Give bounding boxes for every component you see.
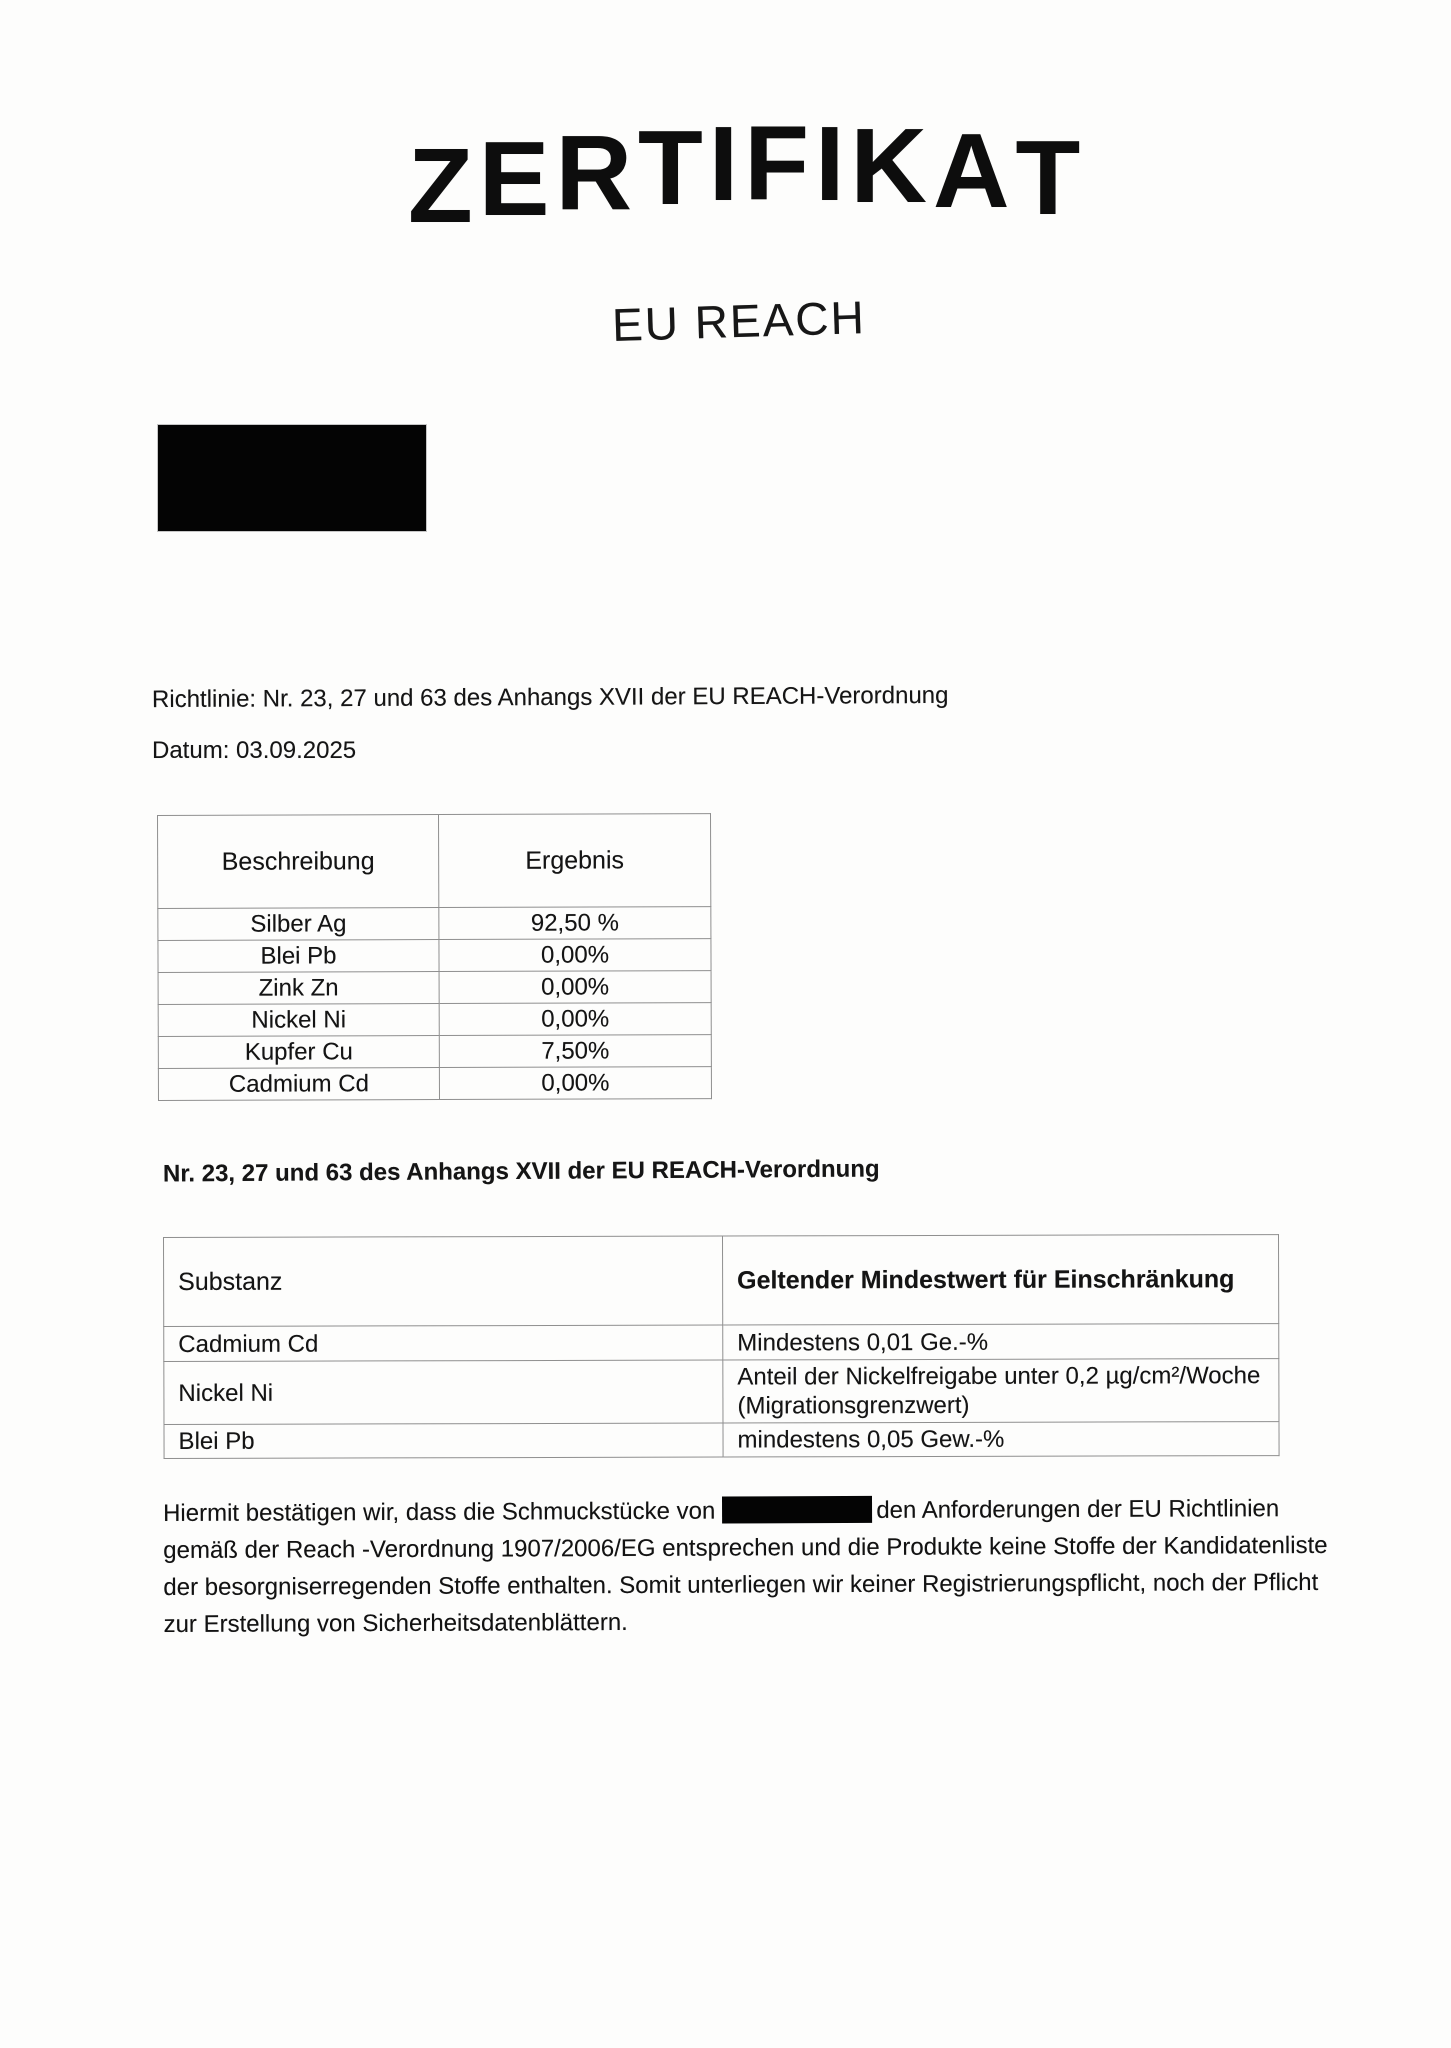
- paragraph-text: den Anforderungen der EU Richtlinien: [876, 1495, 1280, 1524]
- table-row-zink: [158, 971, 711, 1005]
- date-line: Datum: 03.09.2025: [152, 737, 357, 764]
- results-header-beschreibung: Beschreibung: [158, 815, 439, 909]
- paragraph-line: [163, 1495, 1327, 1537]
- cell-substance: Zink Zn: [158, 972, 439, 1005]
- cell-result: 0,00%: [439, 971, 711, 1004]
- redacted-logo-block: [157, 424, 427, 532]
- table-row-cadmium: [158, 1067, 711, 1101]
- table-row-nickel: [158, 1003, 711, 1037]
- table-row-silber: [158, 907, 711, 941]
- cell-result: 92,50 %: [439, 907, 711, 940]
- cell-substance: Kupfer Cu: [158, 1036, 439, 1069]
- cell-result: 0,00%: [439, 1003, 711, 1036]
- table-row-cadmium-limit: [164, 1324, 1279, 1362]
- cell-limit: Anteil der Nickelfreigabe unter 0,2 µg/cm²/Woche (Migrationsgrenzwert): [723, 1359, 1279, 1423]
- certificate-title: ZERTIFIKAT: [408, 104, 1087, 245]
- section-heading: Nr. 23, 27 und 63 des Anhangs XVII der EU REACH-Verordnung: [162, 1155, 880, 1188]
- cell-substance: Cadmium Cd: [158, 1068, 439, 1101]
- limits-table: [163, 1234, 1280, 1459]
- paragraph-line: zur Erstellung von Sicherheitsdatenblättern.: [163, 1608, 628, 1638]
- directive-line: Richtlinie: Nr. 23, 27 und 63 des Anhangs XVII der EU REACH-Verordnung: [151, 681, 949, 714]
- closing-paragraph: [163, 1495, 1328, 1648]
- cell-substance: Silber Ag: [158, 908, 439, 941]
- cell-substance: Blei Pb: [158, 940, 439, 973]
- paragraph-line: gemäß der Reach -Verordnung 1907/2006/EG entsprechen und die Produkte keine Stoffe der Kandidatenliste: [163, 1531, 1328, 1564]
- limits-header-mindestwert: Geltender Mindestwert für Einschränkung: [722, 1235, 1278, 1325]
- limits-header-substanz: Substanz: [164, 1236, 723, 1326]
- table-row-blei-limit: [164, 1422, 1279, 1459]
- paragraph-line: der besorgniserregenden Stoffe enthalten. Somit unterliegen wir keiner Registrierungspflicht, noch der Pflicht: [163, 1568, 1319, 1601]
- cell-result: 7,50%: [439, 1035, 711, 1068]
- cell-limit: mindestens 0,05 Gew.-%: [723, 1422, 1279, 1457]
- cell-substance: Blei Pb: [164, 1423, 723, 1458]
- results-table: [157, 813, 712, 1101]
- cell-result: 0,00%: [439, 1067, 711, 1100]
- results-header-ergebnis: Ergebnis: [439, 814, 711, 908]
- redacted-company-name: [722, 1496, 872, 1524]
- cell-substance: Nickel Ni: [158, 1004, 439, 1037]
- cell-limit: Mindestens 0,01 Ge.-%: [723, 1324, 1279, 1360]
- table-row-blei: [158, 939, 711, 973]
- cell-substance: Nickel Ni: [164, 1360, 723, 1424]
- limits-table-header-row: [164, 1235, 1279, 1327]
- cell-result: 0,00%: [439, 939, 711, 972]
- paragraph-text: Hiermit bestätigen wir, dass die Schmuckstücke von: [163, 1497, 716, 1527]
- table-row-kupfer: [158, 1035, 711, 1069]
- certificate-subtitle: EU REACH: [611, 291, 867, 351]
- table-row-nickel-limit: [164, 1359, 1279, 1425]
- results-table-header-row: [158, 814, 711, 909]
- cell-substance: Cadmium Cd: [164, 1325, 723, 1361]
